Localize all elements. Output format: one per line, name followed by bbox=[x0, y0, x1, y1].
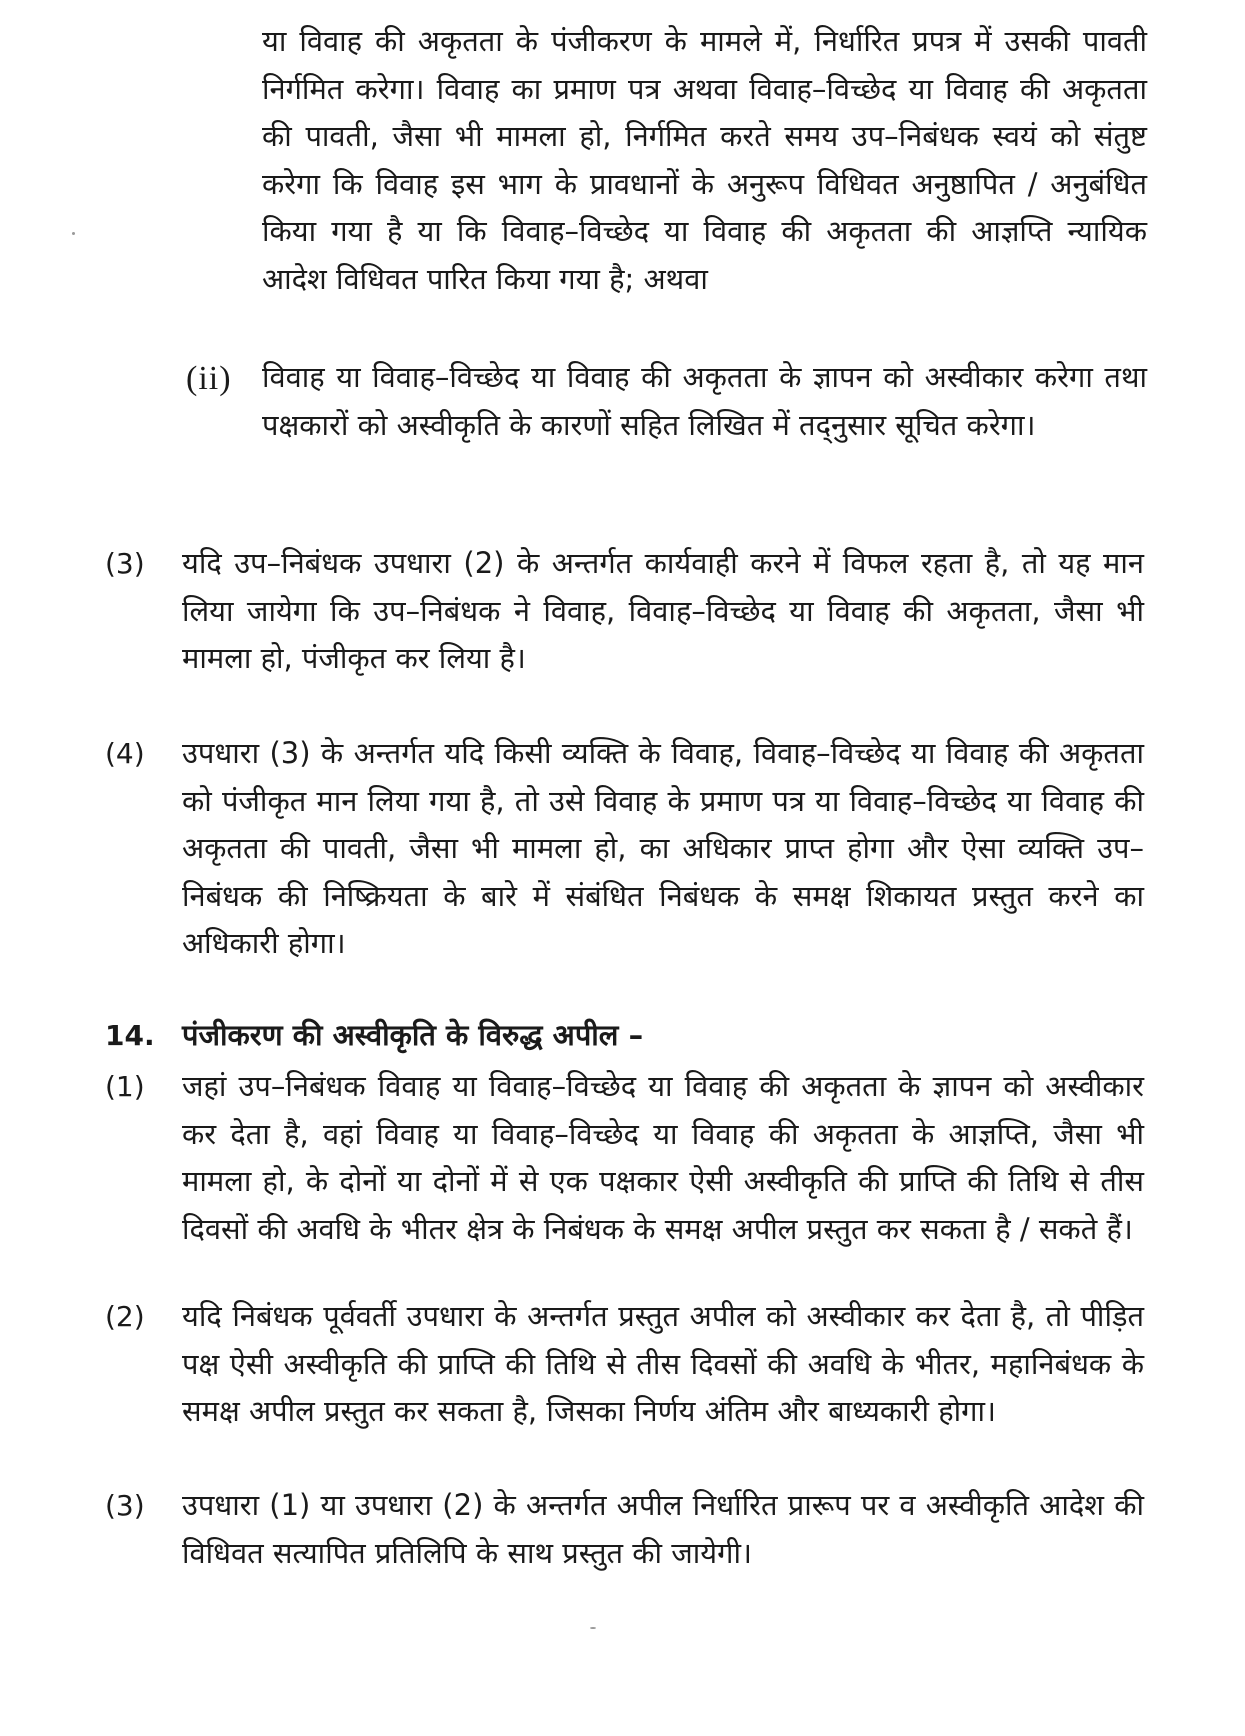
clause-ii-text: विवाह या विवाह–विच्छेद या विवाह की अकृतता के ज्ञापन को अस्वीकार करेगा तथा पक्षकारों को अस्वीकृति के कारणों सहित लिखित में तद्नुसार सूचित करेगा। bbox=[262, 360, 1147, 442]
subsection-4-text: उपधारा (3) के अन्तर्गत यदि किसी व्यक्ति के विवाह, विवाह–विच्छेद या विवाह की अकृतता को पंजीकृत मान लिया गया है, तो उसे विवाह के प्रमाण पत्र या विवाह–विच्छेद या विवाह की अकृतता की पावती, जैसा भी मामला हो, का अधिकार प्राप्त होगा और ऐसा व्यक्ति उप–निबंधक की निष्क्रियता के बारे में संबंधित निबंधक के समक्ष शिकायत प्रस्तुत करने का अधिकारी होगा। bbox=[182, 736, 1144, 960]
section-14-sub-1-label: (1) bbox=[105, 1070, 145, 1103]
subsection-3-text: यदि उप–निबंधक उपधारा (2) के अन्तर्गत कार्यवाही करने में विफल रहता है, तो यह मान लिया जायेगा कि उप–निबंधक ने विवाह, विवाह–विच्छेद या विवाह की अकृतता, जैसा भी मामला हो, पंजीकृत कर लिया है। bbox=[182, 546, 1144, 675]
section-14-sub-1-text: जहां उप–निबंधक विवाह या विवाह–विच्छेद या विवाह की अकृतता के ज्ञापन को अस्वीकार कर देता है, वहां विवाह या विवाह–विच्छेद या विवाह की अकृतता के आज्ञप्ति, जैसा भी मामला हो, के दोनों या दोनों में से एक पक्षकार ऐसी अस्वीकृति की प्राप्ति की तिथि से तीस दिवसों की अवधि के भीतर क्षेत्र के निबंधक के समक्ष अपील प्रस्तुत कर सकता है / सकते हैं। bbox=[182, 1069, 1144, 1246]
section-14-sub-3-label: (3) bbox=[105, 1489, 145, 1522]
scan-speck bbox=[72, 232, 75, 235]
subsection-4-label: (4) bbox=[105, 737, 145, 770]
section-14-title: पंजीकरण की अस्वीकृति के विरुद्ध अपील – bbox=[182, 1018, 644, 1052]
section-14-sub-3-text: उपधारा (1) या उपधारा (2) के अन्तर्गत अपील निर्धारित प्रारूप पर व अस्वीकृति आदेश की विधिवत सत्यापित प्रतिलिपि के साथ प्रस्तुत की जायेगी। bbox=[182, 1488, 1144, 1570]
subsection-3-label: (3) bbox=[105, 547, 145, 580]
clause-ii-label: (ii) bbox=[186, 360, 232, 397]
section-14-sub-2-text: यदि निबंधक पूर्ववर्ती उपधारा के अन्तर्गत प्रस्तुत अपील को अस्वीकार कर देता है, तो पीड़ित पक्ष ऐसी अस्वीकृति की प्राप्ति की तिथि से तीस दिवसों की अवधि के भीतर, महानिबंधक के समक्ष अपील प्रस्तुत कर सकता है, जिसका निर्णय अंतिम और बाध्यकारी होगा। bbox=[182, 1299, 1144, 1428]
scan-speck bbox=[590, 1627, 596, 1629]
clause-i-continuation: या विवाह की अकृतता के पंजीकरण के मामले में, निर्धारित प्रपत्र में उसकी पावती निर्गमित करेगा। विवाह का प्रमाण पत्र अथवा विवाह–विच्छेद या विवाह की अकृतता की पावती, जैसा भी मामला हो, निर्गमित करते समय उप–निबंधक स्वयं को संतुष्ट करेगा कि विवाह इस भाग के प्रावधानों के अनुरूप विधिवत अनुष्ठापित / अनुबंधित किया गया है या कि विवाह–विच्छेद या विवाह की अकृतता की आज्ञप्ति न्यायिक आदेश विधिवत पारित किया गया है; अथवा bbox=[262, 24, 1147, 296]
section-14-number: 14. bbox=[105, 1019, 155, 1052]
section-14-sub-2-label: (2) bbox=[105, 1300, 145, 1333]
